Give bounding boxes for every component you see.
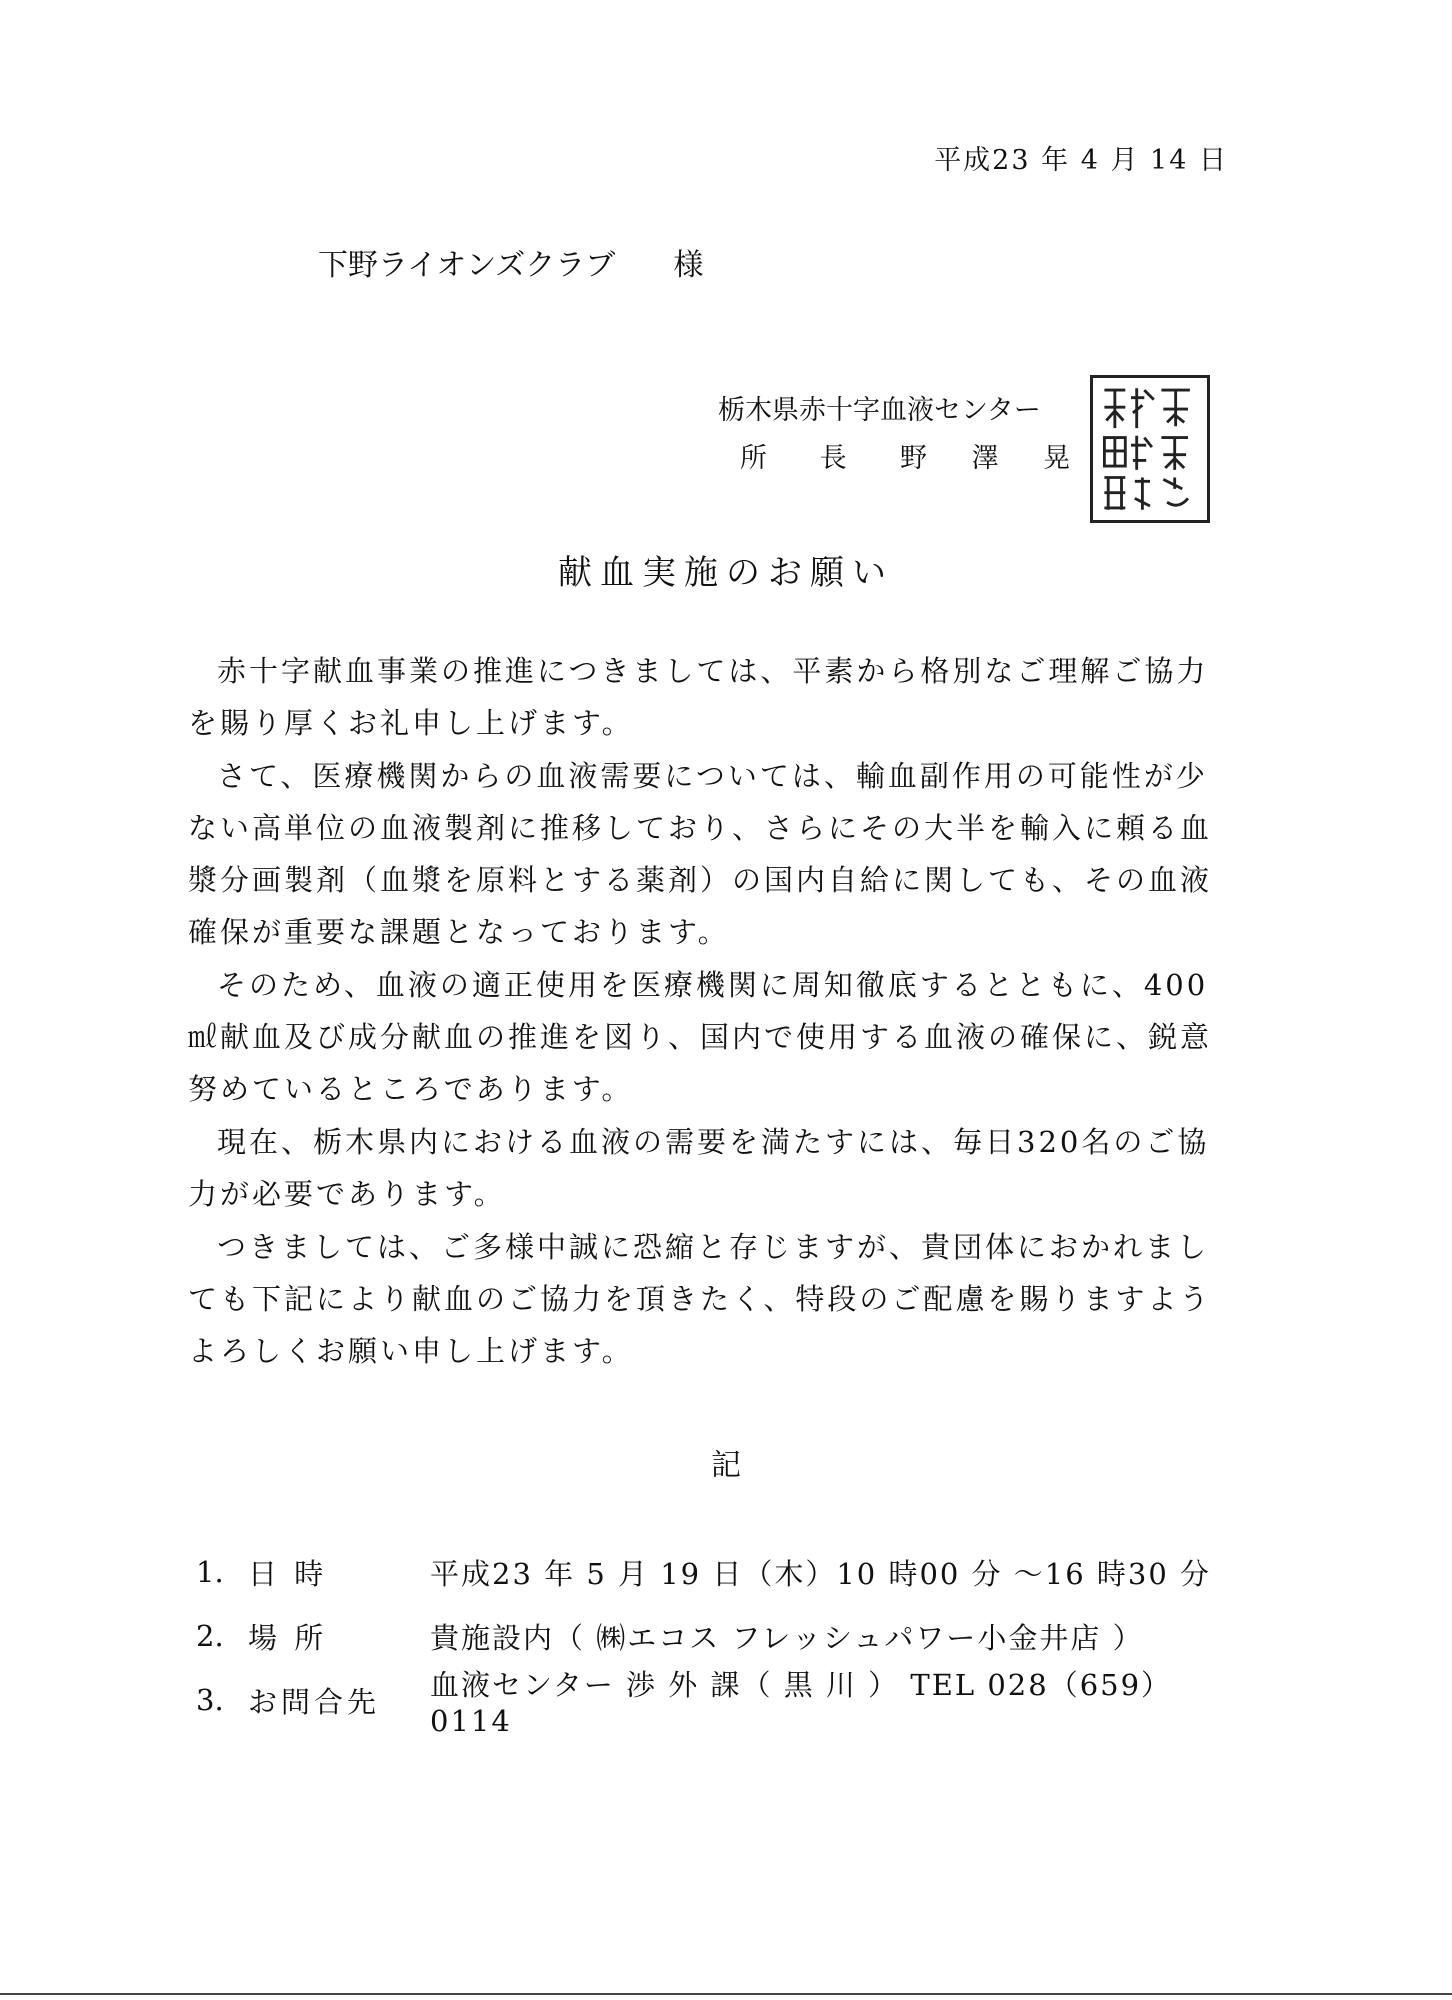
item-value: 血液センター 渉 外 課（ 黒 川 ） TEL 028（659）0114 (430, 1667, 1173, 1738)
sender-name: 野 澤 晃 (900, 443, 1089, 474)
details-list (196, 1540, 1246, 1738)
item-label: 日 時 (248, 1556, 328, 1591)
item-label: お問合先 (248, 1684, 381, 1719)
body-paragraph: 赤十字献血事業の推進につきましては、平素から格別なご理解ご協力を賜り厚くお礼申し上げます。 (188, 654, 1209, 740)
page-bottom-rule (0, 1993, 1452, 1995)
item-number: 1. (196, 1555, 224, 1589)
list-item (196, 1667, 1246, 1738)
official-seal (1090, 375, 1210, 523)
body-paragraph: さて、医療機関からの血液需要については、輸血副作用の可能性が少ない高単位の血液製剤に推移しており、さらにその大半を輸入に頼る血漿分画製剤（血漿を原料とする薬剤）の国内自給に関しても、その血液確保が重要な課題となっております。 (188, 759, 1213, 949)
sender-organization: 栃木県赤十字血液センター (718, 395, 1041, 426)
list-item (196, 1540, 1246, 1604)
honorific: 様 (673, 248, 704, 283)
body-paragraph: そのため、血液の適正使用を医療機関に周知徹底するとともに、400㎖献血及び成分献血の推進を図り、国内で使用する血液の確保に、鋭意努めているところであります。 (188, 968, 1213, 1106)
body-paragraph: 現在、栃木県内における血液の需要を満たすには、毎日320名のご協力が必要であります。 (188, 1125, 1210, 1211)
document-date: 平成23 年 4 月 14 日 (934, 145, 1228, 176)
item-label: 場 所 (248, 1620, 328, 1655)
item-number: 2. (196, 1619, 224, 1653)
list-item (196, 1604, 1246, 1668)
body-text (188, 645, 1228, 1378)
body-paragraph: つきましては、ご多様中誠に恐縮と存じますが、貴団体におかれましても下記により献血のご協力を頂きたく、特段のご配慮を賜りますようよろしくお願い申し上げます。 (188, 1230, 1212, 1368)
item-value: 平成23 年 5 月 19 日（木）10 時00 分 ～16 時30 分 (430, 1556, 1212, 1591)
recipient-name: 下野ライオンズクラブ (318, 248, 616, 283)
sender-title: 所 長 (740, 443, 869, 474)
item-value: 貴施設内（ ㈱エコス フレッシュパワー小金井店 ） (430, 1620, 1144, 1655)
ki-heading: 記 (711, 1448, 741, 1483)
seal-stamp-icon (1093, 378, 1207, 520)
item-number: 3. (196, 1683, 224, 1717)
document-title: 献血実施のお願い (558, 553, 894, 593)
recipient (318, 240, 703, 284)
